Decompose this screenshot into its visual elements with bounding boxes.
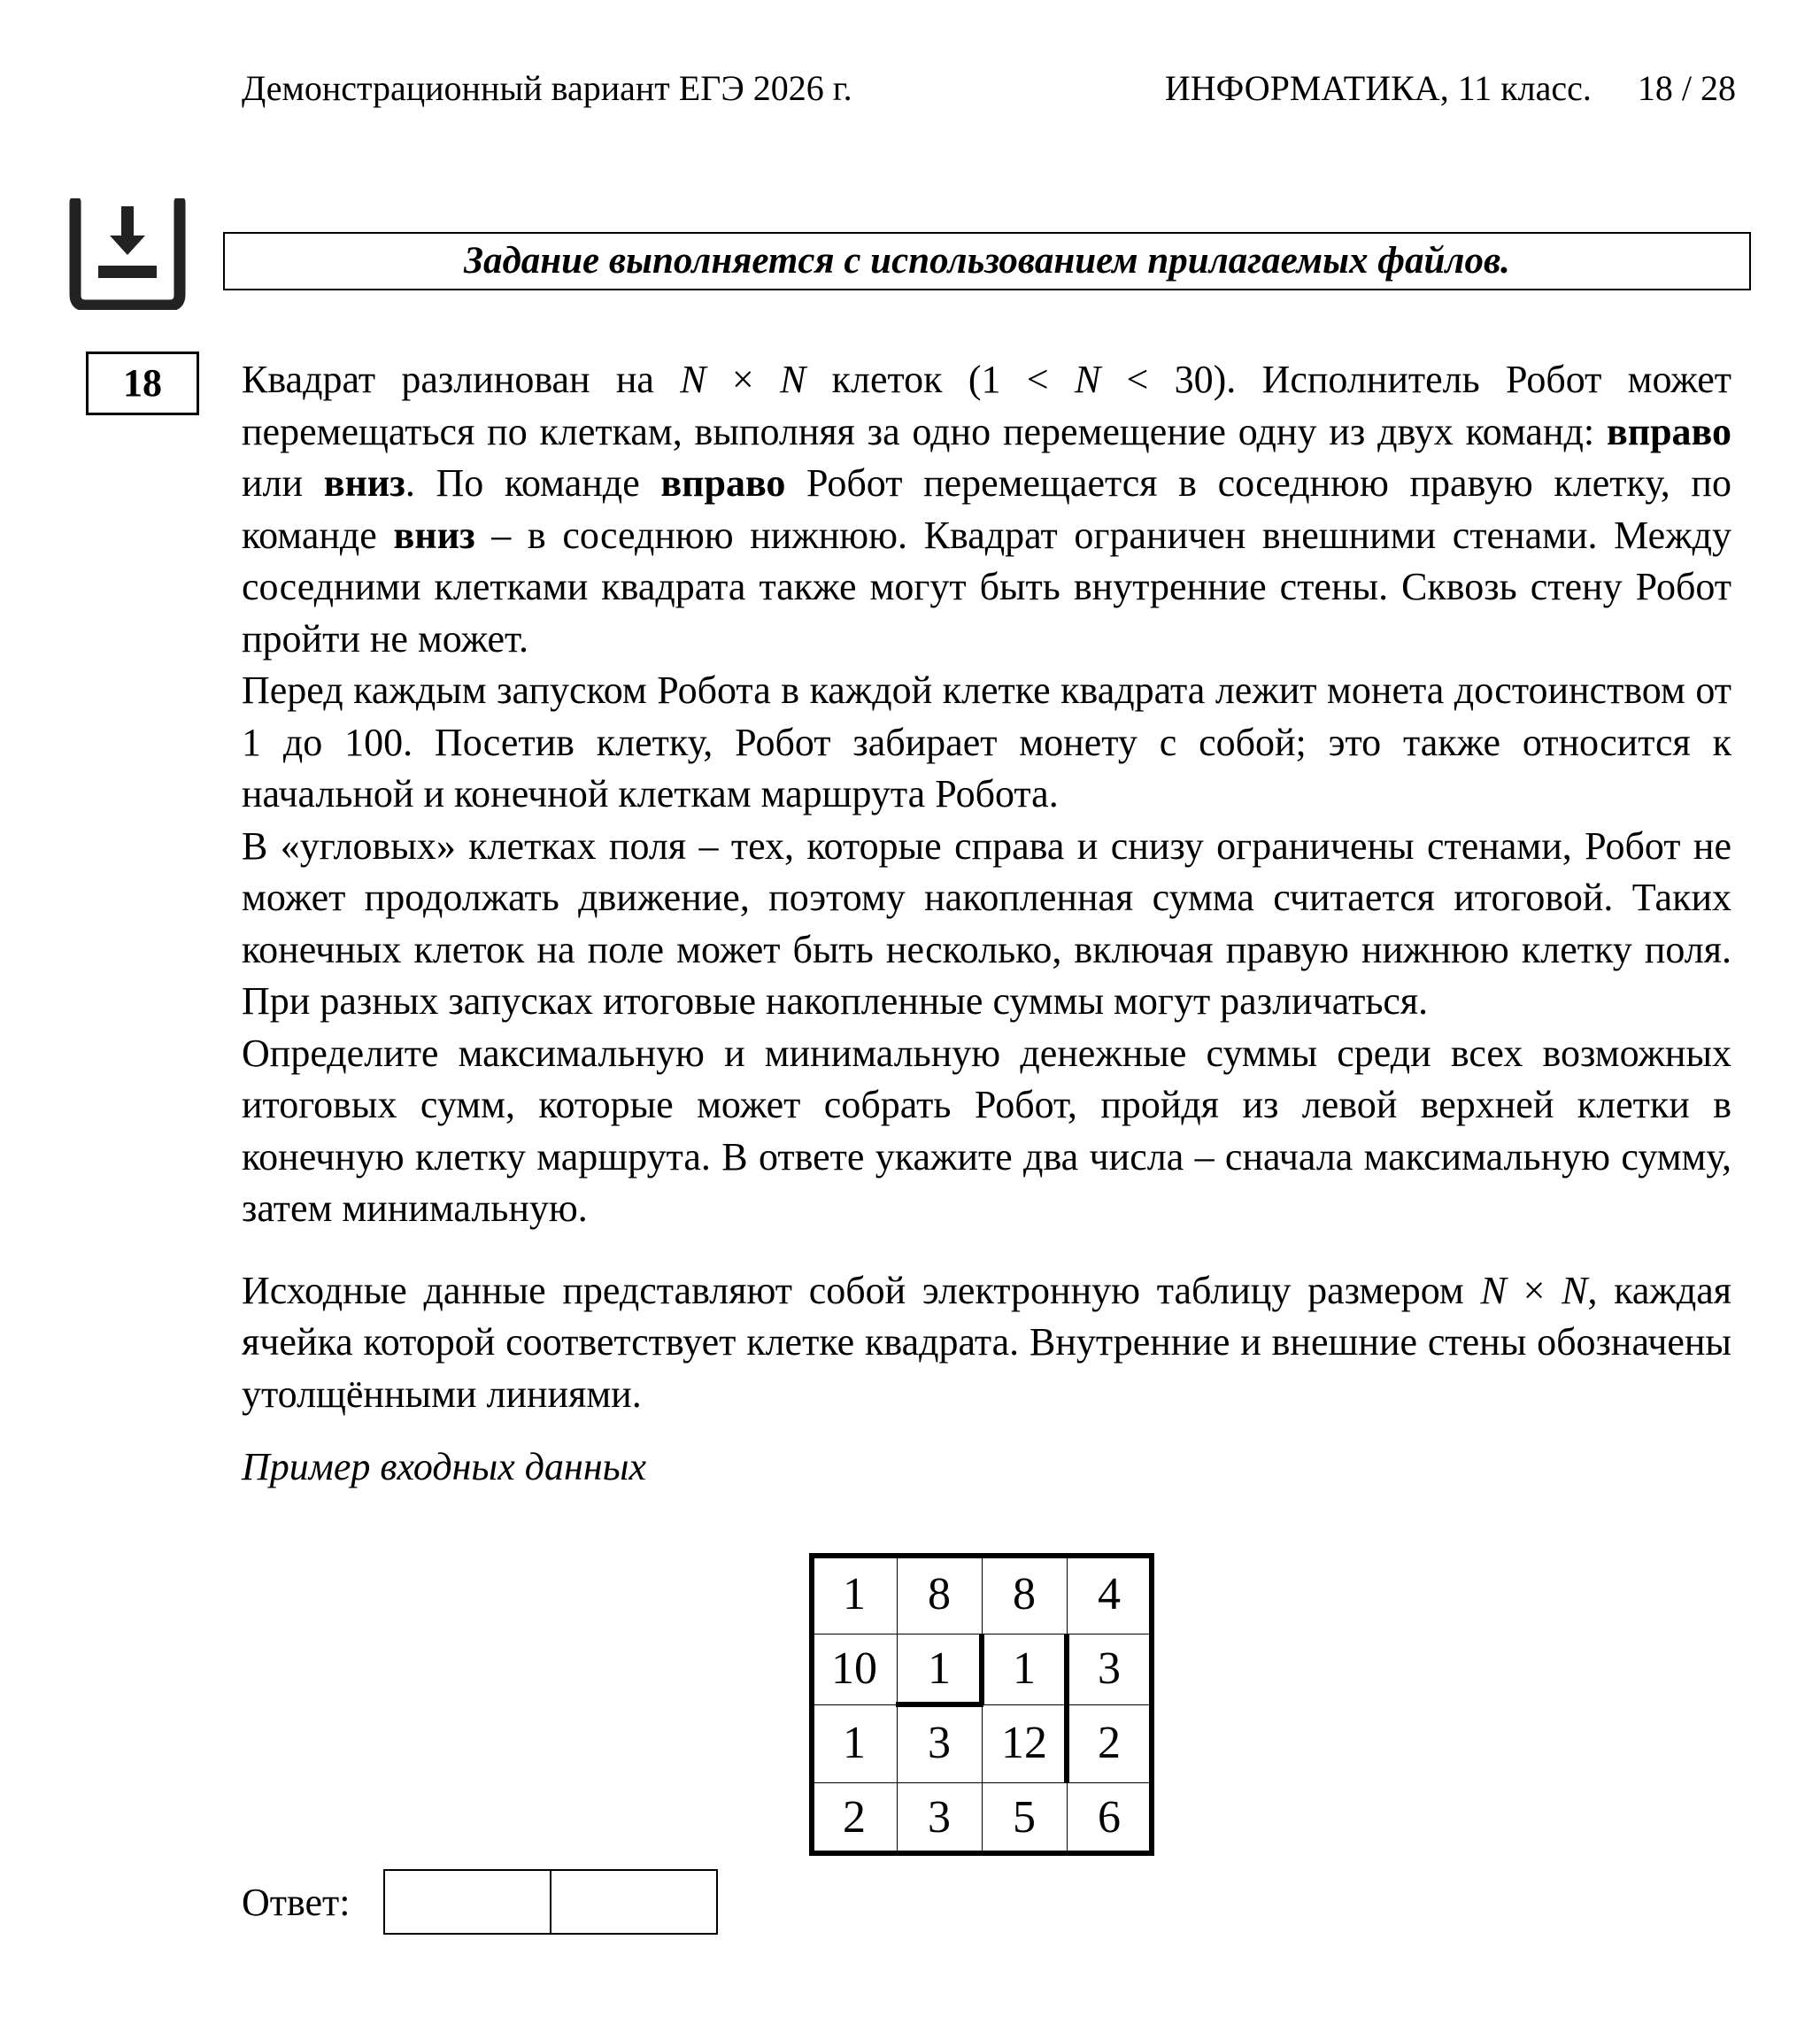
variable-n: N [680,358,706,401]
grid-cell: 1 [928,1643,951,1694]
grid-cell: 1 [1013,1643,1036,1694]
variable-n: N [1562,1268,1588,1312]
header-right [1165,64,1736,113]
grid-cell: 2 [1098,1718,1121,1768]
outer-wall [809,1553,814,1856]
grid-cell: 6 [1098,1792,1121,1843]
inner-wall [1064,1634,1069,1704]
text-run: × [1506,1268,1562,1312]
attached-files-notice: Задание выполняется с использованием прилагаемых файлов. [223,232,1751,290]
command-keyword: вправо [660,461,786,505]
answer-field-min[interactable] [550,1869,718,1935]
download-file-icon[interactable] [67,198,188,310]
variable-n: N [1074,358,1101,401]
grid-cell: 2 [843,1792,866,1843]
grid-cell: 3 [928,1792,951,1843]
command-keyword: вправо [1606,409,1731,453]
text-run: – в соседнюю нижнюю. Квадрат ограничен внешними стенами. Между соседними клетками квадрата также могут быть внутренние стены. Сквозь стену Робот пройти не может. [242,513,1731,661]
grid-cell: 5 [1013,1792,1036,1843]
task-paragraph-5 [242,1265,1731,1421]
text-run: или [242,461,324,505]
grid-cell: 10 [831,1643,877,1694]
text-run: Исходные данные представляют собой электронную таблицу размером [242,1268,1481,1312]
grid-cell: 1 [843,1569,866,1619]
outer-wall [809,1851,1154,1856]
grid-line [812,1782,1152,1783]
variable-n: N [1480,1268,1507,1312]
text-run: Квадрат разлинован на [242,358,681,401]
text-run: Перед каждым запуском Робота в каждой клетке квадрата лежит монета достоинством от 1 до 100. Посетив клетку, Робот забирает монету с собой; это также относится к начальной и конечной клеткам маршрута Робота. [242,668,1731,815]
header-exam-title: Демонстрационный вариант ЕГЭ 2026 г. [242,68,852,108]
grid-cell: 3 [1098,1643,1121,1694]
grid-cell: 12 [1001,1718,1047,1768]
text-run: Робот перемещается в соседнюю правую клетку, по команде [242,461,1731,557]
inner-wall [1064,1704,1069,1782]
command-keyword: вниз [323,461,405,505]
example-grid [812,1556,1161,1853]
answer-field-max[interactable] [383,1869,551,1935]
task-number: 18 [86,352,199,415]
grid-cell: 3 [928,1718,951,1768]
grid-cell: 8 [1013,1569,1036,1619]
text-run: клеток (1 < [806,358,1075,401]
header-page-number: 18 / 28 [1637,68,1736,108]
example-caption: Пример входных данных [242,1445,646,1488]
text-run: Определите максимальную и минимальную денежные суммы среди всех возможных итоговых сумм, которые может собрать Робот, пройдя из левой верхней клетки в конечную клетку маршрута. В ответе укажите два числа – сначала максимальную сумму, затем минимальную. [242,1031,1731,1230]
inner-wall [896,1702,983,1707]
grid-cell: 8 [928,1569,951,1619]
text-run: , каждая ячейка которой соответствует клетке квадрата. Внутренние и внешние стены обозначены утолщёнными линиями. [242,1268,1731,1416]
task-text [242,354,1731,1494]
task-paragraph-4 [242,1028,1731,1235]
outer-wall [809,1553,1154,1558]
command-keyword: вниз [393,513,475,557]
text-run: . По команде [405,461,661,505]
outer-wall [1149,1553,1154,1856]
variable-n: N [780,358,806,401]
task-paragraph-1 [242,354,1731,665]
grid-cell: 1 [843,1718,866,1768]
text-run: < 30). Исполнитель Робот может перемещаться по клеткам, выполняя за одно перемещение одну из двух команд: [242,358,1731,453]
task-paragraph-3 [242,821,1731,1028]
text-run: × [706,358,781,401]
task-paragraph-2 [242,665,1731,821]
grid-cell: 4 [1098,1569,1121,1619]
answer-label: Ответ: [242,1881,351,1924]
text-run: В «угловых» клетках поля – тех, которые справа и снизу ограничены стенами, Робот не может продолжать движение, поэтому накопленная сумма считается итоговой. Таких конечных клеток на поле может быть несколько, включая правую нижнюю клетку поля. При разных запусках итоговые накопленные суммы могут различаться. [242,823,1731,1023]
inner-wall [979,1634,984,1704]
header-subject: ИНФОРМАТИКА, 11 класс. [1164,68,1592,108]
